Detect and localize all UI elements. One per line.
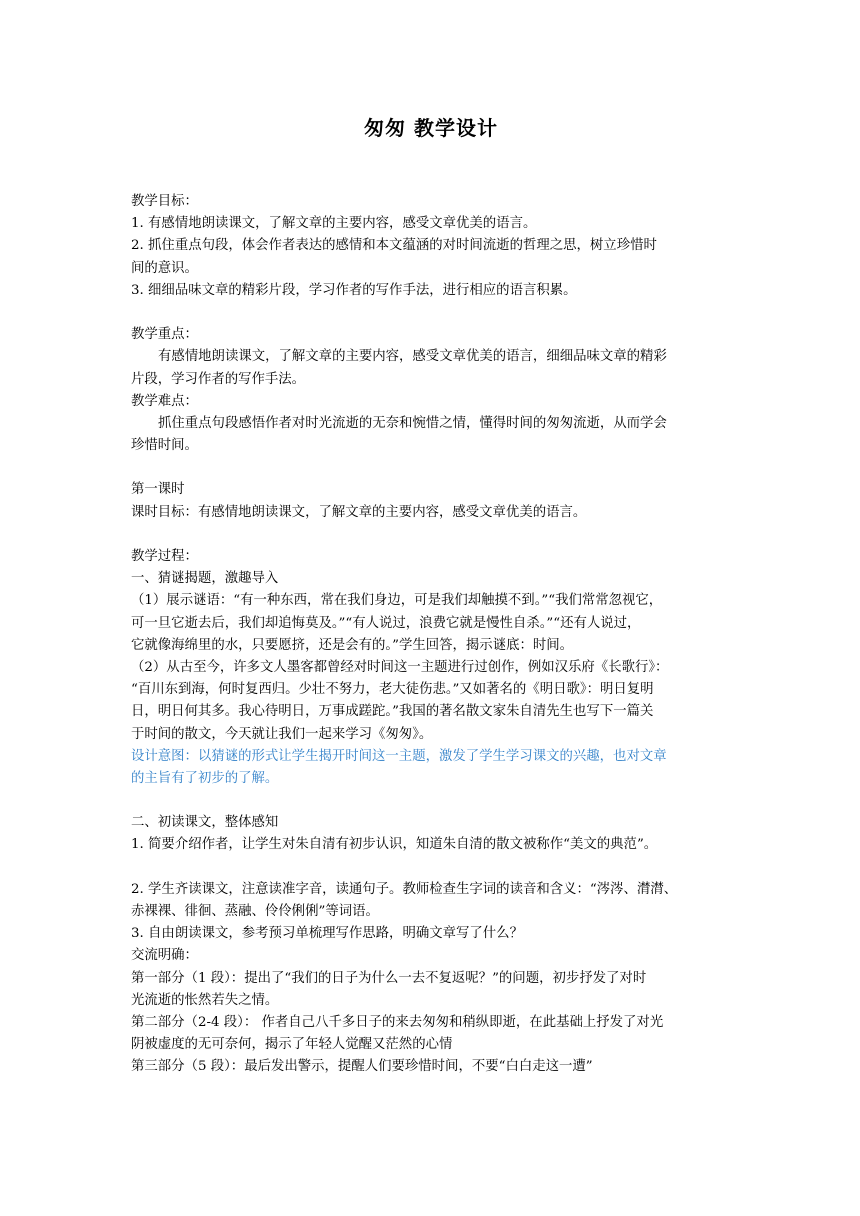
- difficulties-heading: 教学难点：: [131, 393, 198, 409]
- objective-item-2-cont: 间的意识。: [131, 260, 198, 276]
- spacer: [131, 524, 731, 546]
- spacer: [131, 302, 731, 324]
- spacer: [131, 457, 731, 479]
- difficulties-line: 抓住重点句段感悟作者对时光流逝的无奈和惋惜之情，懂得时间的匆匆流逝，从而学会: [158, 415, 667, 431]
- section-1-line: 日，明日何其多。我心待明日，万事成蹉跎。”我国的著名散文家朱自清先生也写下一篇关: [131, 704, 654, 720]
- key-points-heading: 教学重点：: [131, 327, 198, 343]
- spacer: [131, 857, 731, 879]
- key-points-line: 片段，学习作者的写作手法。: [131, 371, 306, 387]
- part-line: 第三部分（5 段）：最后发出警示，提醒人们要珍惜时间，不要“白白走这一遭”: [131, 1059, 593, 1075]
- section-2-item-2: 2. 学生齐读课文，注意读准字音，读通句子。教师检查生字词的读音和含义：“涔涔、潸潸、: [131, 881, 678, 897]
- objective-item-2: 2. 抓住重点句段，体会作者表达的感情和本文蕴涵的对时间流逝的哲理之思，树立珍惜时: [131, 238, 657, 254]
- design-intent-line: 设计意图：以猜谜的形式让学生揭开时间这一主题，激发了学生学习课文的兴趣，也对文章: [131, 748, 667, 764]
- section-2-item-2-cont: 赤裸裸、徘徊、蒸融、伶伶俐俐”等词语。: [131, 904, 379, 919]
- section-2-item-1: 1. 简要介绍作者，让学生对朱自清有初步认识，知道朱自清的散文被称作“美文的典范”。: [131, 837, 658, 853]
- section-2-item-3: 3. 自由朗读课文，参考预习单梳理写作思路，明确文章写了什么？: [131, 926, 523, 942]
- objectives-heading: 教学目标：: [131, 194, 198, 209]
- section-1-title: 一、猜谜揭题，激趣导入: [131, 571, 279, 587]
- objective-item-1: 1. 有感情地朗读课文，了解文章的主要内容，感受文章优美的语言。: [131, 216, 537, 232]
- difficulties-line: 珍惜时间。: [131, 438, 198, 454]
- document-body: [131, 191, 731, 1079]
- spacer: [131, 790, 731, 812]
- clarify-heading: 交流明确：: [131, 948, 198, 964]
- part-line: 阴被虚度的无可奈何，揭示了年轻人觉醒又茫然的心情: [131, 1037, 453, 1053]
- section-1-line: （2）从古至今，许多文人墨客都曾经对时间这一主题进行过创作，例如汉乐府《长歌行》：: [131, 659, 669, 675]
- part-line: 第一部分（1 段）：提出了“我们的日子为什么一去不复返呢？”的问题，初步抒发了对时: [131, 970, 647, 986]
- objective-item-3: 3. 细细品味文章的精彩片段，学习作者的写作手法，进行相应的语言积累。: [131, 282, 577, 298]
- lesson-heading: 第一课时: [131, 482, 185, 498]
- section-1-line: 可一旦它逝去后，我们却追悔莫及。”“有人说过，浪费它就是慢性自杀。”“还有人说过，: [131, 615, 641, 631]
- page-title: 匆匆 教学设计: [364, 116, 498, 140]
- part-line: 光流逝的怅然若失之情。: [131, 992, 279, 1008]
- section-1-line: “百川东到海，何时复西归。少壮不努力，老大徒伤悲。”又如著名的《明日歌》：明日复明: [131, 682, 654, 698]
- part-line: 第二部分（2-4 段）： 作者自己八千多日子的来去匆匆和稍纵即逝，在此基础上抒发了对光: [131, 1014, 664, 1030]
- process-heading: 教学过程：: [131, 549, 198, 564]
- section-1-line: 于时间的散文，今天就让我们一起来学习《匆匆》。: [131, 726, 433, 742]
- section-2-title: 二、初读课文，整体感知: [131, 815, 279, 831]
- design-intent-line: 的主旨有了初步的了解。: [131, 770, 279, 786]
- lesson-goal: 课时目标：有感情地朗读课文，了解文章的主要内容，感受文章优美的语言。: [131, 504, 587, 520]
- section-1-line: 它就像海绵里的水，只要愿挤，还是会有的。”学生回答，揭示谜底：时间。: [131, 637, 574, 653]
- section-1-line: （1）展示谜语：“有一种东西，常在我们身边，可是我们却触摸不到。”“我们常常忽视它，: [131, 593, 663, 609]
- key-points-line: 有感情地朗读课文，了解文章的主要内容，感受文章优美的语言，细细品味文章的精彩: [158, 349, 667, 365]
